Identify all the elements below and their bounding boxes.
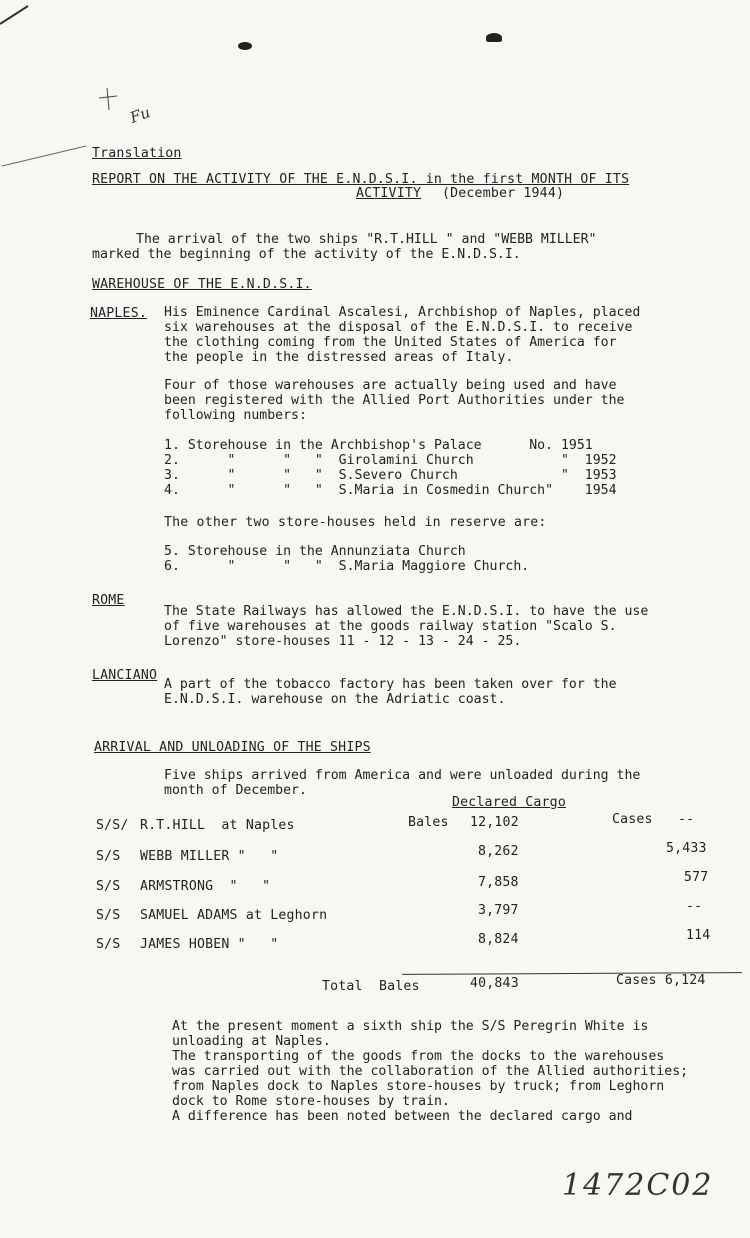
text-line: His Eminence Cardinal Ascalesi, Archbishop of Naples, placed	[164, 305, 641, 320]
ship-cases: --	[686, 899, 703, 914]
reserve-intro: The other two store-houses held in reserve are:	[164, 515, 547, 530]
warehouse-heading: WAREHOUSE OF THE E.N.D.S.I.	[92, 277, 312, 292]
pen-mark	[95, 86, 125, 116]
declared-cargo-label: Declared Cargo	[452, 795, 566, 810]
arrival-heading: ARRIVAL AND UNLOADING OF THE SHIPS	[94, 740, 371, 755]
text-line: six warehouses at the disposal of the E.N.D.S.I. to receive	[164, 320, 633, 335]
text-line: The transporting of the goods from the docks to the warehouses	[172, 1049, 665, 1064]
text-line: of five warehouses at the goods railway station "Scalo S.	[164, 619, 617, 634]
ship-bales: 7,858	[478, 875, 519, 890]
intro-paragraph	[92, 232, 597, 262]
text-line: A difference has been noted between the declared cargo and	[172, 1109, 633, 1124]
text-line: E.N.D.S.I. warehouse on the Adriatic coast.	[164, 692, 506, 707]
text-line: Lorenzo" store-houses 11 - 12 - 13 - 24 - 25.	[164, 634, 522, 649]
intro-line: marked the beginning of the activity of the E.N.D.S.I.	[92, 247, 521, 262]
naples-paragraph-1	[164, 305, 640, 365]
storehouse-item: 2. " " " Girolamini Church " 1952	[164, 453, 617, 468]
text-line: was carried out with the collaboration of the Allied authorities;	[172, 1064, 689, 1079]
ship-name: WEBB MILLER " "	[140, 849, 279, 864]
ship-prefix: S/S	[96, 908, 121, 923]
bales-column-label: Bales	[408, 815, 449, 830]
ship-prefix: S/S/	[96, 818, 129, 833]
ship-cases: 5,433	[666, 841, 707, 856]
ship-prefix: S/S	[96, 879, 121, 894]
text-line: unloading at Naples.	[172, 1034, 331, 1049]
storehouse-item: 3. " " " S.Severo Church " 1953	[164, 468, 617, 483]
arrival-intro	[164, 768, 640, 798]
storehouse-item: 1. Storehouse in the Archbishop's Palace No. 1951	[164, 438, 593, 453]
intro-line: The arrival of the two ships "R.T.HILL " and "WEBB MILLER"	[136, 232, 597, 247]
ship-prefix: S/S	[96, 849, 121, 864]
total-label: Total Bales	[322, 979, 420, 994]
ship-bales: 8,824	[478, 932, 519, 947]
scan-mark	[238, 42, 252, 50]
ship-name: SAMUEL ADAMS at Leghorn	[140, 908, 328, 923]
lanciano-label: LANCIANO	[92, 668, 158, 683]
text-line: Five ships arrived from America and were unloaded during the	[164, 768, 641, 783]
text-line: the clothing coming from the United States of America for	[164, 335, 617, 350]
text-line: The State Railways has allowed the E.N.D.S.I. to have the use	[164, 604, 649, 619]
naples-paragraph-2	[164, 378, 625, 423]
reserve-item: 5. Storehouse in the Annunziata Church	[164, 544, 466, 559]
ship-name: ARMSTRONG " "	[140, 879, 271, 894]
text-line: dock to Rome store-houses by train.	[172, 1094, 450, 1109]
ship-name: R.T.HILL at Naples	[140, 818, 295, 833]
naples-label: NAPLES.	[90, 306, 147, 321]
pen-mark	[0, 140, 90, 170]
ship-prefix: S/S	[96, 937, 121, 952]
text-line: from Naples dock to Naples store-houses by truck; from Leghorn	[172, 1079, 665, 1094]
cases-column-label: Cases	[612, 812, 653, 827]
text-line: month of December.	[164, 783, 307, 798]
text-line: been registered with the Allied Port Authorities under the	[164, 393, 625, 408]
staple-mark	[0, 0, 60, 30]
storehouse-item: 4. " " " S.Maria in Cosmedin Church" 1954	[164, 483, 617, 498]
ship-cases: 114	[686, 928, 711, 943]
lanciano-paragraph	[164, 677, 617, 707]
ship-cases: 577	[684, 870, 709, 885]
total-cases: Cases 6,124	[616, 973, 706, 988]
translation-label: Translation	[92, 146, 182, 161]
report-title-line2: ACTIVITY	[356, 186, 422, 201]
rome-label: ROME	[92, 593, 125, 608]
report-date: (December 1944)	[442, 186, 565, 201]
ship-name: JAMES HOBEN " "	[140, 937, 279, 952]
report-title: REPORT ON THE ACTIVITY OF THE E.N.D.S.I. in the first MONTH OF ITS	[92, 172, 630, 187]
rome-paragraph	[164, 604, 648, 649]
text-line: At the present moment a sixth ship the S/S Peregrin White is	[172, 1019, 649, 1034]
storehouse-list	[164, 438, 617, 498]
total-bales: 40,843	[470, 976, 519, 991]
scan-mark	[486, 33, 502, 42]
text-line: following numbers:	[164, 408, 307, 423]
text-line: the people in the distressed areas of Italy.	[164, 350, 514, 365]
handwritten-initials: Fu	[127, 103, 153, 127]
ship-bales: 12,102	[470, 815, 519, 830]
reserve-list	[164, 544, 529, 574]
text-line: Four of those warehouses are actually being used and have	[164, 378, 617, 393]
ship-cases: --	[678, 812, 695, 827]
text-line: A part of the tobacco factory has been taken over for the	[164, 677, 617, 692]
closing-paragraph	[172, 1019, 688, 1124]
reserve-item: 6. " " " S.Maria Maggiore Church.	[164, 559, 530, 574]
handwritten-document-number: 1472C02	[562, 1168, 714, 1203]
ship-bales: 8,262	[478, 844, 519, 859]
ship-bales: 3,797	[478, 903, 519, 918]
